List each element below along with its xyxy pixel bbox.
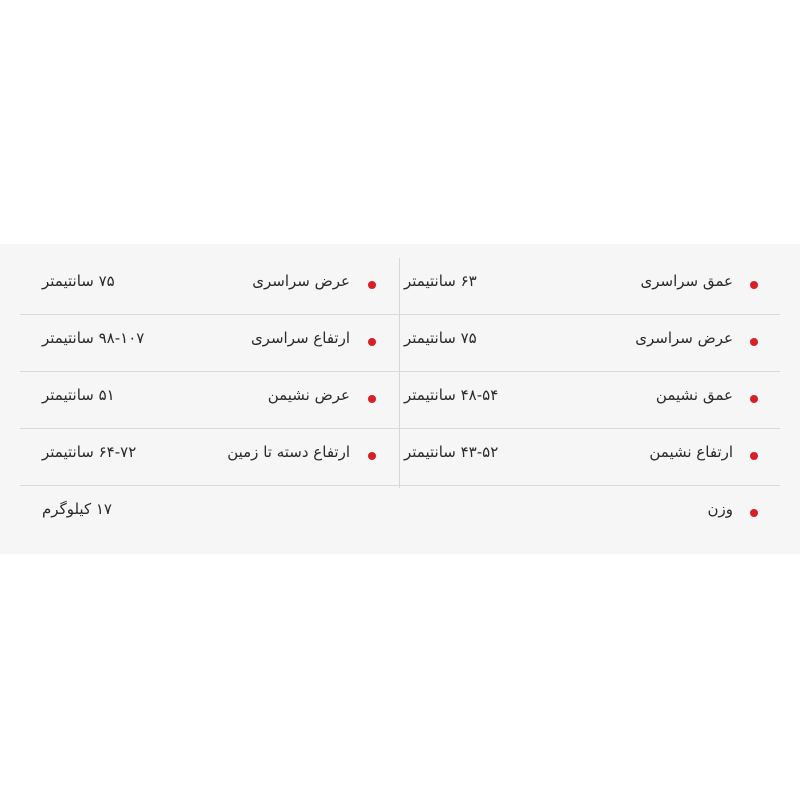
spec-value: ۷۵ سانتیمتر (404, 329, 477, 347)
bullet-icon (368, 338, 376, 346)
bullet-icon (368, 281, 376, 289)
bullet-icon (750, 281, 758, 289)
bullet-icon (368, 452, 376, 460)
spec-value: ۶۴-۷۲ سانتیمتر (42, 443, 137, 461)
spec-value: ۹۸-۱۰۷ سانتیمتر (42, 329, 145, 347)
bullet-icon (368, 395, 376, 403)
spec-label: ارتفاع نشیمن (649, 443, 733, 461)
bullet-icon (750, 395, 758, 403)
spec-item (400, 372, 780, 429)
spec-item (20, 315, 400, 372)
spec-row (20, 258, 780, 315)
spec-item (400, 486, 780, 543)
spec-label: ارتفاع دسته تا زمین (227, 443, 350, 461)
spec-value: ۷۵ سانتیمتر (42, 272, 115, 290)
spec-item (20, 372, 400, 429)
spec-value: ۴۳-۵۲ سانتیمتر (404, 443, 499, 461)
spec-label: عرض نشیمن (267, 386, 350, 404)
spec-item (20, 486, 400, 543)
spec-value: ۱۷ کیلوگرم (42, 500, 112, 518)
spec-item (20, 429, 400, 486)
spec-item (20, 258, 400, 315)
spec-value: ۵۱ سانتیمتر (42, 386, 115, 404)
specs-panel (0, 244, 800, 554)
spec-row (20, 315, 780, 372)
spec-row (20, 486, 780, 543)
bullet-icon (750, 338, 758, 346)
spec-item (400, 429, 780, 486)
spec-label: عرض سراسری (635, 329, 733, 347)
bullet-icon (750, 452, 758, 460)
spec-label: وزن (707, 500, 733, 518)
spec-label: عمق نشیمن (655, 386, 733, 404)
spec-row (20, 372, 780, 429)
spec-label: عرض سراسری (252, 272, 350, 290)
spec-item (400, 258, 780, 315)
spec-row (20, 429, 780, 486)
spec-value: ۶۳ سانتیمتر (404, 272, 477, 290)
spec-label: عمق سراسری (640, 272, 733, 290)
bullet-icon (750, 509, 758, 517)
spec-label: ارتفاع سراسری (250, 329, 350, 347)
spec-value: ۴۸-۵۴ سانتیمتر (404, 386, 499, 404)
spec-item (400, 315, 780, 372)
